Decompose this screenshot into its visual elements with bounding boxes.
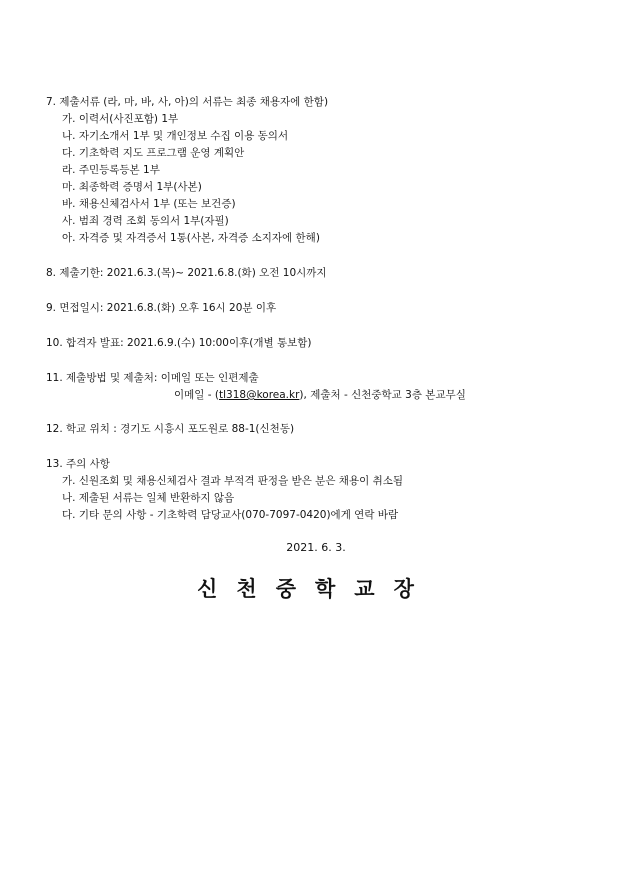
section-8-deadline: 8. 제출기한: 2021.6.3.(목)~ 2021.6.8.(화) 오전 10시까지 (46, 267, 327, 279)
section-12-location: 12. 학교 위치 : 경기도 시흥시 포도원로 88-1(신천동) (46, 423, 295, 435)
section-7-heading: 7. 제출서류 (라, 마, 바, 사, 아)의 서류는 최종 채용자에 한함) (46, 96, 329, 108)
email-prefix: 이메일 - ( (174, 389, 219, 401)
section-11-heading: 11. 제출방법 및 제출처: 이메일 또는 인편제출 (46, 372, 259, 384)
section-7-item: 사. 범죄 경력 조회 동의서 1부(자필) (62, 215, 229, 227)
section-7-item: 나. 자기소개서 1부 및 개인정보 수집 이용 동의서 (62, 130, 289, 142)
section-7-item: 가. 이력서(사진포함) 1부 (62, 113, 179, 125)
email-suffix: ), 제출처 - 신천중학교 3층 본교무실 (299, 389, 466, 401)
section-7-item: 바. 채용신체검사서 1부 (또는 보건증) (62, 198, 236, 210)
section-7-item: 아. 자격증 및 자격증서 1통(사본, 자격증 소지자에 한해) (62, 232, 320, 244)
section-13-item: 나. 제출된 서류는 일체 반환하지 않음 (62, 492, 235, 504)
section-13-heading: 13. 주의 사항 (46, 458, 110, 470)
document-date: 2021. 6. 3. (286, 541, 346, 554)
section-7-item: 라. 주민등록등본 1부 (62, 164, 160, 176)
section-13-item: 가. 신원조회 및 채용신체검사 결과 부적격 판정을 받은 분은 채용이 취소됨 (62, 475, 404, 487)
email-link[interactable]: tl318@korea.kr (219, 389, 300, 401)
section-7-item: 마. 최종학력 증명서 1부(사본) (62, 181, 202, 193)
section-11-email-line (174, 388, 466, 402)
section-7-item: 다. 기초학력 지도 프로그램 운영 계획안 (62, 147, 245, 159)
section-10-announcement: 10. 합격자 발표: 2021.6.9.(수) 10:00이후(개별 통보함) (46, 337, 312, 349)
section-13-item: 다. 기타 문의 사항 - 기초학력 담당교사(070-7097-0420)에게 연락 바람 (62, 509, 399, 521)
section-9-interview: 9. 면접일시: 2021.6.8.(화) 오후 16시 20분 이후 (46, 302, 277, 314)
principal-signature: 신천중학교장 (197, 577, 433, 601)
